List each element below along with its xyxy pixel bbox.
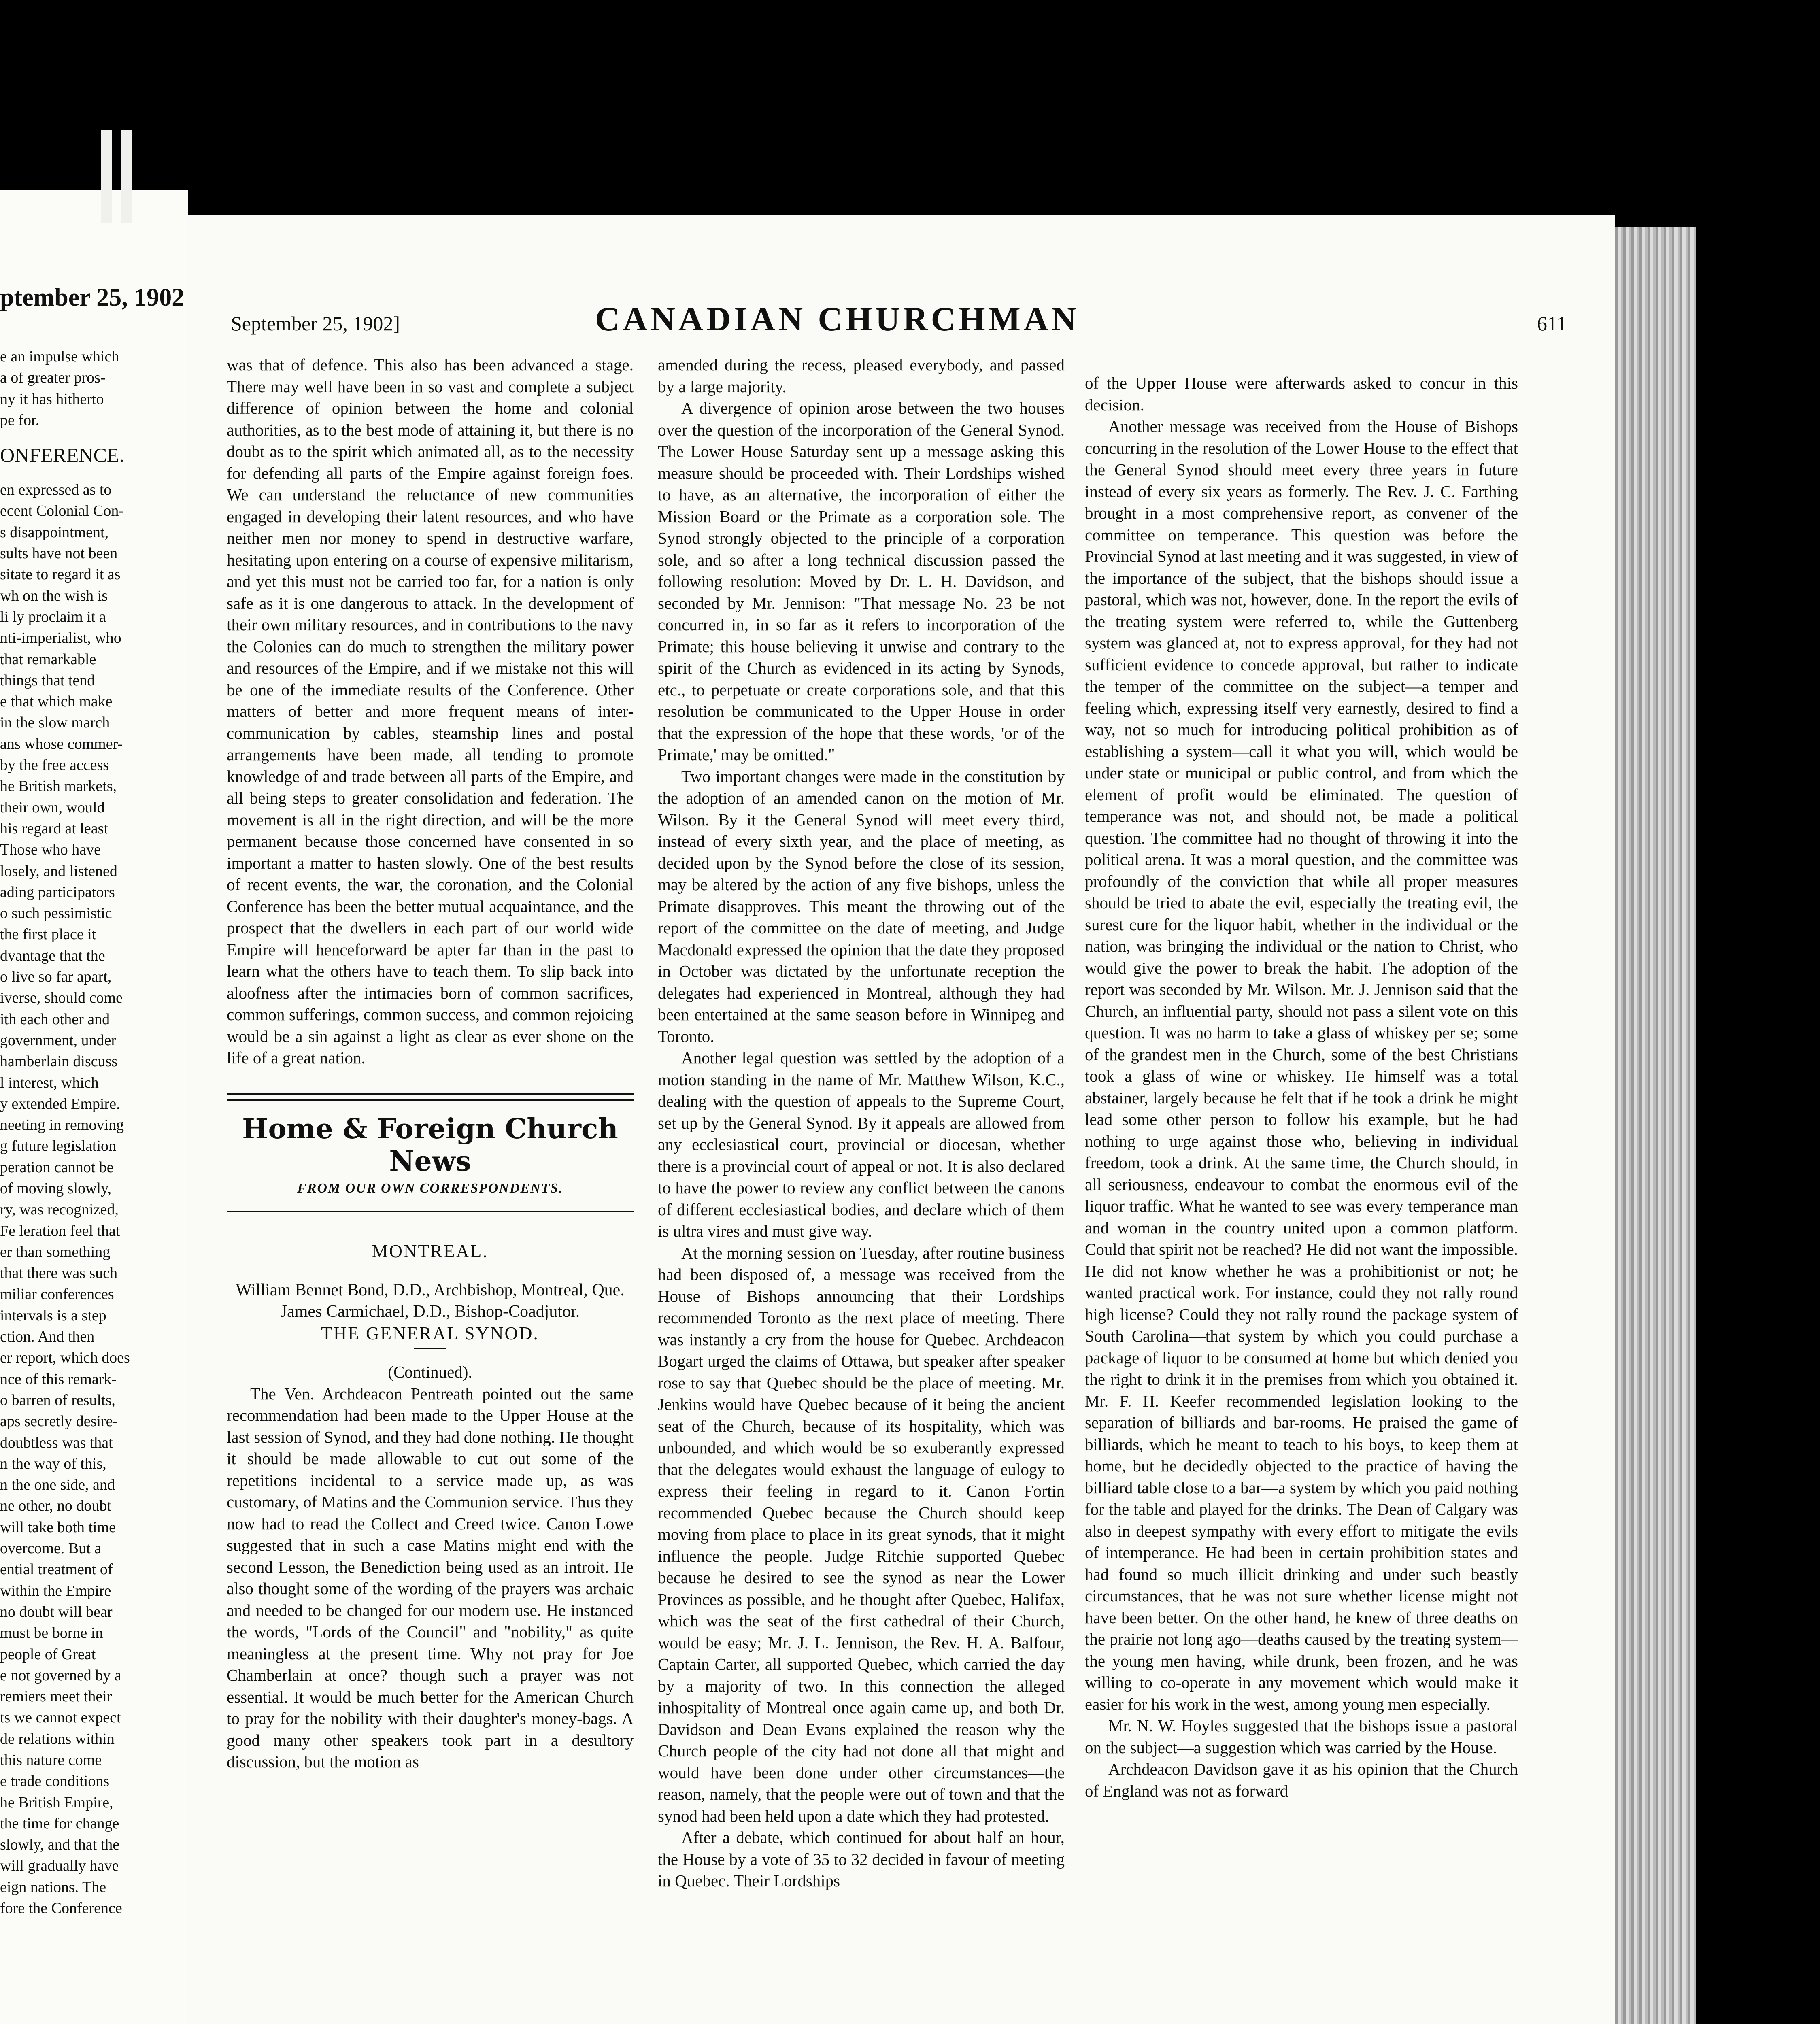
left-facing-page (0, 190, 188, 2024)
paragraph: of the Upper House were afterwards asked to concur in this decision. (1085, 374, 1518, 414)
masthead-title: CANADIAN CHURCHMAN (595, 300, 1080, 338)
column-1 (227, 354, 634, 1773)
left-line: dvantage that the (0, 947, 105, 964)
left-line: their own, would (0, 799, 105, 816)
page-number: 611 (1537, 312, 1567, 335)
left-line: things that tend (0, 672, 95, 689)
header-date: September 25, 1902] (231, 312, 400, 335)
left-line: remiers meet their (0, 1688, 112, 1705)
left-line: e that which make (0, 693, 113, 710)
section-heading: Home & Foreign Church News (242, 1112, 618, 1178)
left-line: within the Empire (0, 1582, 111, 1599)
left-line: the time for change (0, 1815, 119, 1832)
left-line: nce of this remark- (0, 1370, 117, 1388)
left-page-text (0, 346, 188, 1919)
page-header (231, 300, 1567, 344)
left-line: o barren of results, (0, 1391, 115, 1409)
continued-note: (Continued). (388, 1363, 472, 1381)
left-line: will take both time (0, 1518, 116, 1536)
left-line: ading participators (0, 883, 115, 901)
left-line: n the way of this, (0, 1455, 106, 1472)
paragraph: Another legal question was settled by the adoption of a motion standing in the name of Mr. Matthew Wilson, K.C., dealing with the question of appeals to the Supreme Court, set up by the General Synod. By it appeals are allowed from any ecclesiastical court, provincial or diocesan, whether there is a provincial court of appeal or not. It is also declared to have the power to review any conflict between the canons of different ecclesiastical bodies, and declare which of them is ultra vires and must give way. (658, 1048, 1065, 1240)
left-page-body (0, 479, 188, 1919)
left-line: g future legislation (0, 1137, 117, 1155)
paragraph: At the morning session on Tuesday, after routine business had been disposed of, a message was received from the House of Bishops announcing that their Lordships recommended Toronto as the next place of meeting. There was instantly a cry from the house for Quebec. Archdeacon Bogart urged the claims of Ottawa, but speaker after speaker rose to say that Quebec should be the place of meeting. Mr. Jenkins would have Quebec because of it being the ancient seat of the Church, because of its hospitality, which was unbounded, and which would be so exuberantly expressed that the delegates would exhaust the language of eulogy to express their feeling in regard to it. Canon Fortin recommended Quebec because the Church should keep moving from place to place in its great synods, that it might influence the people. Judge Ritchie supported Quebec because he desired to see the synod as near the Lower Provinces as possible, and he thought after Quebec, Halifax, which was the seat of the first cathedral of their Church, would be easy; Mr. J. L. Jennison, the Rev. H. A. Balfour, Captain Carter, all supported Quebec, which carried the day by a majority of two. In this connection the alleged inhospitality of Montreal once again came up, and both Dr. Davidson and Dean Evans explained the reason why the Church people of the city had not done all that might and would have been done under other circumstances—the reason, namely, that the people were out of town and that the synod had been held upon a date which they had protested. (658, 1243, 1065, 1825)
left-line: this nature come (0, 1752, 102, 1769)
left-line: in the slow march (0, 714, 110, 731)
left-line: ential treatment of (0, 1561, 113, 1578)
short-rule (414, 1348, 446, 1349)
left-line: miliar conferences (0, 1286, 114, 1303)
left-line: er report, which does (0, 1349, 130, 1367)
left-line: overcome. But a (0, 1540, 102, 1557)
left-line: ecent Colonial Con- (0, 502, 124, 520)
left-line: s disappointment, (0, 523, 109, 541)
newspaper-page (186, 215, 1615, 2024)
left-line: by the free access (0, 757, 109, 774)
paragraph: Two important changes were made in the constitution by the adoption of an amended canon on the motion of Mr. Wilson. By it the General Synod will meet every third, instead of every sixth year, and the place of meeting, as decided upon by the Synod before the close of its session, may be altered by the action of any five bishops, unless the Primate disapproves. This meant the throwing out of the report of the committee on the date of meeting, and Judge Macdonald expressed the opinion that the date they proposed in October was dictated by the unfortunate reception the delegates had experienced in Montreal, although they had been entertained at the same season before in Winnipeg and Toronto. (658, 767, 1065, 1046)
paragraph: After a debate, which continued for about half an hour, the House by a vote of 35 to 32 decided in favour of meeting in Quebec. Their Lordships (658, 1828, 1065, 1890)
left-line: doubtless was that (0, 1434, 113, 1451)
paragraph: A divergence of opinion arose between the two houses over the question of the incorporation of the General Synod. The Lower House Saturday sent up a message asking this measure should be proceeded with. Their Lordships wished to have, as an alternative, the incorporation of either the Mission Board or the Primate as a corporation sole. The Synod strongly objected to the principle of a corporation sole, and so after a long technical discussion passed the following resolution: Moved by Dr. L. H. Davidson, and seconded by Mr. Jennison: "That message No. 23 be not concurred in, in so far as it refers to incorporation of the Primate; this house believing it unwise and contrary to the spirit of the Church as evidenced in its acting by Synods, etc., to perpetuate or create corporations sole, and that this resolution be communicated to the Upper House in order that the expression of the hope that these words, 'or of the Primate,' may be omitted." (658, 399, 1065, 764)
page-edges (1615, 227, 1696, 2024)
left-line: intervals is a step (0, 1307, 106, 1324)
left-line: n the one side, and (0, 1476, 115, 1494)
left-line: e an impulse which (0, 348, 119, 365)
left-line: iverse, should come (0, 989, 123, 1007)
left-line: that there was such (0, 1265, 118, 1282)
left-line: li ly proclaim it a (0, 608, 106, 625)
section-subheading: FROM OUR OWN CORRESPONDENTS. (297, 1180, 563, 1196)
left-line: government, under (0, 1031, 117, 1049)
left-line: eign nations. The (0, 1878, 106, 1896)
left-line: en expressed as to (0, 481, 112, 499)
left-line: aps secretly desire- (0, 1413, 118, 1430)
left-line: sults have not been (0, 545, 118, 562)
diocese-heading: MONTREAL. (372, 1241, 489, 1261)
left-line: ction. And then (0, 1328, 95, 1346)
left-line: that remarkable (0, 651, 96, 668)
left-line: ans whose commer- (0, 735, 123, 753)
binding-mark (101, 130, 112, 223)
left-page-section-title: ONFERENCE. (0, 444, 124, 467)
column-2 (658, 354, 1065, 1892)
left-line: wh on the wish is (0, 587, 108, 604)
left-line: losely, and listened (0, 862, 117, 880)
left-line: o live so far apart, (0, 968, 112, 986)
paragraph: amended during the recess, pleased everybody, and passed by a large majority. (658, 355, 1065, 396)
article-heading: THE GENERAL SYNOD. (321, 1323, 539, 1344)
left-line: people of Great (0, 1646, 96, 1663)
paragraph: The Ven. Archdeacon Pentreath pointed out the same recommendation had been made to the Upper House at the last session of Synod, and they had done nothing. He thought it should be made allowable to cut out some of the repetitions incidental to a service made up, as was customary, of Matins and the Communion service. Thus they now had to read the Collect and Creed twice. Canon Lowe suggested that in such a case Matins might end with the second Lesson, the Benediction being used as an introit. He also thought some of the wording of the prayers was archaic and needed to be changed for our modern use. He instanced the words, "Lords of the Council" and "nobility," as quite meaningless at the present time. Why not pray for Joe Chamberlain at once? though such a prayer was not essential. It would be much better for the American Church to pray for the nobility with their daughter's money-bags. A good many other speakers took part in a desultory discussion, but the motion as (227, 1384, 634, 1771)
left-page-date: ptember 25, 1902 (0, 284, 185, 311)
paragraph: Mr. N. W. Hoyles suggested that the bishops issue a pastoral on the subject—a suggestion which was carried by the House. (1085, 1716, 1518, 1757)
left-line: nti-imperialist, who (0, 629, 121, 647)
left-line: ny it has hitherto (0, 390, 104, 408)
left-line: his regard at least (0, 820, 108, 837)
paragraph: Archdeacon Davidson gave it as his opinion that the Church of England was not as forward (1085, 1760, 1518, 1800)
left-line: Those who have (0, 841, 101, 859)
left-line: he British Empire, (0, 1794, 113, 1811)
left-line: e trade conditions (0, 1773, 110, 1790)
column-3 (1085, 372, 1518, 1802)
left-line: ts we cannot expect (0, 1709, 121, 1726)
left-line: of moving slowly, (0, 1180, 112, 1197)
left-line: peration cannot be (0, 1159, 114, 1176)
left-line: a of greater pros- (0, 369, 106, 387)
left-line: de relations within (0, 1730, 115, 1748)
left-line: will gradually have (0, 1857, 119, 1875)
rule (227, 1211, 634, 1212)
left-line: ith each other and (0, 1010, 110, 1028)
left-line: l interest, which (0, 1074, 99, 1091)
left-line: o such pessimistic (0, 905, 112, 922)
left-line: y extended Empire. (0, 1095, 120, 1112)
double-rule (227, 1093, 634, 1101)
left-line: hamberlain discuss (0, 1053, 118, 1070)
left-line: no doubt will bear (0, 1603, 113, 1620)
left-line: fore the Conference (0, 1900, 122, 1917)
left-line: pe for. (0, 411, 40, 429)
bishop-line: William Bennet Bond, D.D., Archbishop, Montreal, Que. (236, 1280, 625, 1299)
binding-mark (121, 130, 132, 223)
left-line: slowly, and that the (0, 1836, 120, 1854)
left-line: he British markets, (0, 778, 117, 795)
left-line: must be borne in (0, 1624, 103, 1642)
left-line: sitate to regard it as (0, 566, 121, 583)
bishop-line: James Carmichael, D.D., Bishop-Coadjutor. (280, 1302, 580, 1321)
left-line: ry, was recognized, (0, 1201, 119, 1218)
paragraph: Another message was received from the House of Bishops concurring in the resolution of the Lower House to the effect that the General Synod should meet every three years in future instead of every six years as formerly. The Rev. J. C. Farthing brought in a most comprehensive report, as convener of the committee on temperance. This question was before the Provincial Synod at last meeting and it was suggested, in view of the importance of the subject, that the bishops should issue a pastoral, which was not, however, done. In the report the evils of the treating system were referred to, while the Guttenberg system was glanced at, not to express approval, for they had not sufficient evidence to concede approval, but rather to indicate the temper of the committee on the subject—a temper and feeling which, expressing itself very earnestly, desired to find a way, not so much for introducing political prohibition as of establishing a system—call it what you will, which would be under state or municipal or public control, and from which the element of profit would be eliminated. The question of temperance was not, and should not, be made a political question. The committee had no thought of throwing it into the political arena. It was a moral question, and the committee was profoundly of the conviction that while all proper measures should be tried to abate the evil, especially the treating evil, the surest cure for the liquor habit, whether in the individual or the nation, was bringing the individual or the nation to Christ, who would give the power to break the habit. The adoption of the report was seconded by Mr. Wilson. Mr. J. Jennison said that the Church, an influential party, should not pass a silent vote on this question. It was no harm to take a glass of whiskey per se; some of the grandest men in the Church, some of the best Christians took a glass of wine or whiskey. He himself was a total abstainer, largely because he felt that if he took a drink he might lead some other person to follow his example, but he had nothing to urge against those who, believing in individual freedom, took a drink. At the same time, the Church should, in all seriousness, endeavour to combat the enormous evil of the liquor traffic. What he wanted to see was every temperance man and woman in the country united upon a common platform. Could that spirit not be reached? He did not want the impossible. He did not know whether he was a prohibitionist or not; he wanted practical work. For instance, could they not rally round high license? Could they not rally round the package system of South Carolina—that system by which you could purchase a package of liquor to be consumed at home but which denied you the right to drink it in the premises from which you obtained it. Mr. F. H. Keefer recommended legislation looking to the separation of billiards and bar-rooms. He praised the game of billiards, which he meant to teach to his boys, to keep them at home, but he decidedly objected to the practice of having the billiard table close to a bar—a system by which you paid nothing for the table and played for the drinks. The Dean of Calgary was also in deepest sympathy with every effort to mitigate the evils of intemperance. He had been in certain prohibition states and had found so much illicit drinking and under such beastly circumstances, that he was not sure whether license might not have been better. On the other hand, he knew of three deaths on the prairie not long ago—deaths caused by the treating system—the young men having, while drunk, been frozen, and he was willing to co-operate in any movement which would make it easier for his work in the west, among young men especially. (1085, 417, 1518, 1714)
left-line: the first place it (0, 926, 96, 943)
left-line: e not governed by a (0, 1667, 121, 1684)
left-line: neeting in removing (0, 1116, 124, 1134)
paragraph: was that of defence. This also has been advanced a stage. There may well have been in so vast and complete a subject difference of opinion between the home and colonial authorities, as to the best mode of attaining it, but there is no doubt as to the spirit which animated all, as to the necessity for defending all parts of the Empire against foreign foes. We can understand the reluctance of new communities engaged in developing their latent resources, and who have neither men nor money to spend in destructive warfare, hesitating upon entering on a course of expensive militarism, and yet this must not be carried too far, for a nation is only safe as it is one dangerous to attack. In the development of their own military resources, and in contributions to the navy the Colonies can do much to strengthen the military power and resources of the Empire, and if we mistake not this will be one of the immediate results of the Conference. Other matters of better and more frequent means of inter-communication by cables, steamship lines and postal arrangements have been made, all tending to promote knowledge of and trade between all parts of the Empire, and all being steps to greater consolidation and federation. The movement is all in the right direction, and will be the more permanent because those concerned have consented in so important a matter to hasten slowly. One of the best results of recent events, the war, the coronation, and the Colonial Conference has been the better mutual acquaintance, and the prospect that the dwellers in each part of our world wide Empire will henceforward be apter far than in the past to learn what the others have to teach them. To slip back into aloofness after the intimacies born of common sacrifices, common sufferings, common success, and common rejoicing would be a sin against a light as clear as ever shone on the life of a great nation. (227, 355, 634, 1067)
left-line: er than something (0, 1243, 111, 1261)
left-line: ne other, no doubt (0, 1497, 111, 1515)
left-line: Fe leration feel that (0, 1222, 120, 1239)
